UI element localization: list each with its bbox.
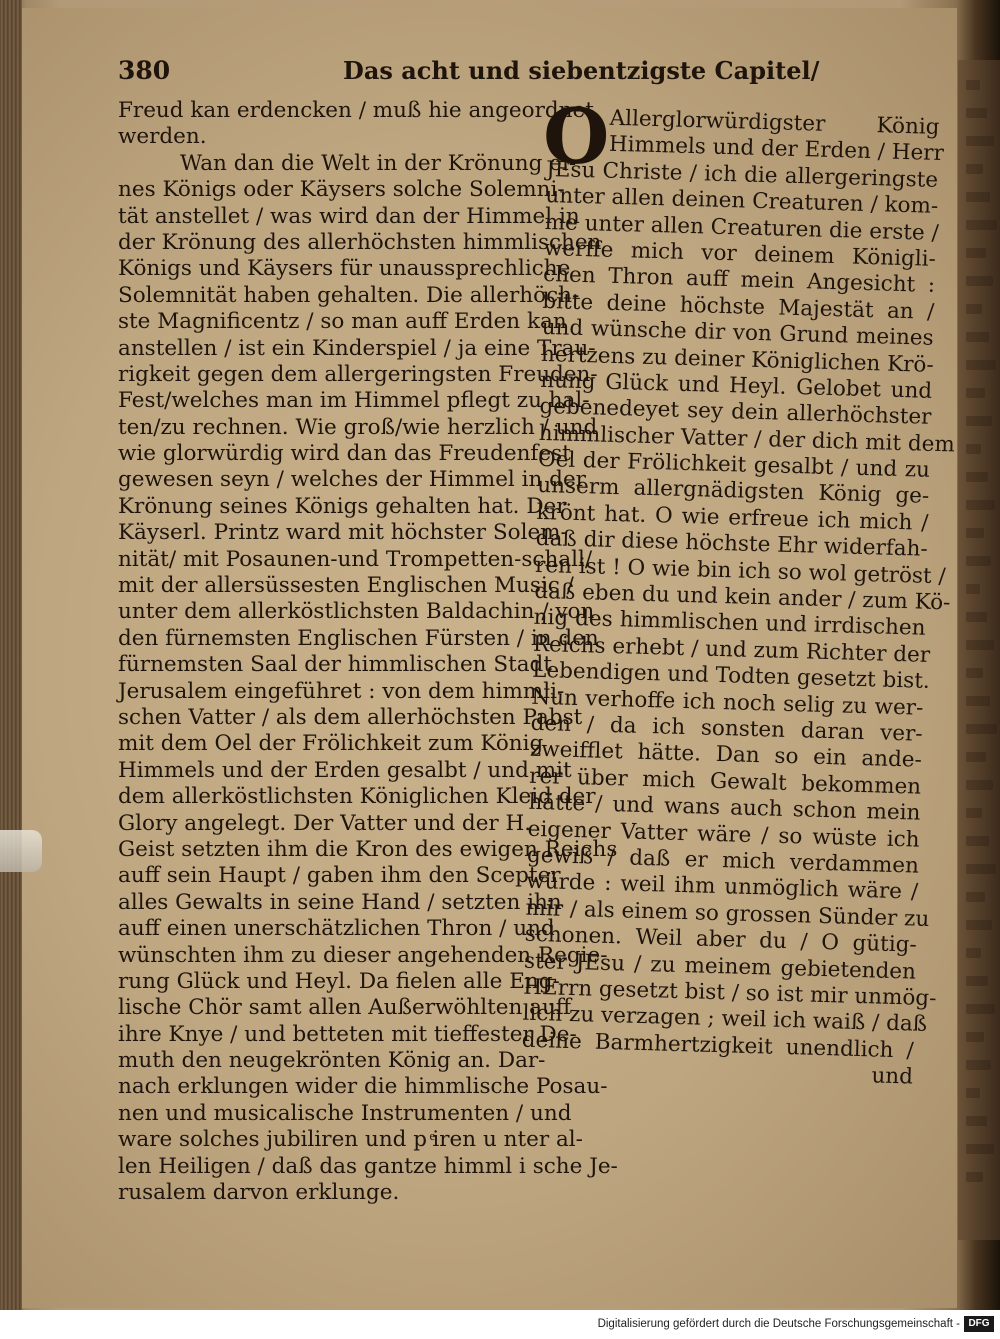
- text-line: Königs und Käysers für unaussprechliche: [118, 256, 571, 282]
- text-line: mir / als einem so grossen Sünder zu: [525, 895, 930, 932]
- text-line: würde : weil ihm unmöglich wäre /: [525, 869, 919, 905]
- text-line: und: [871, 1063, 914, 1090]
- text-line: me unter allen Creaturen die erste /: [544, 209, 940, 246]
- facing-page-line-mark: [966, 388, 985, 398]
- text-line: Himmels und der Erden gesalbt / und mit: [118, 757, 572, 783]
- facing-page-line-mark: [966, 248, 986, 258]
- text-line: ster JEsu / zu meinem gebietenden: [523, 948, 917, 985]
- text-line: Fest/welches man im Himmel pflegt zu hal-: [118, 388, 590, 414]
- facing-page-line-mark: [966, 164, 983, 174]
- text-line: alles Gewalts in seine Hand / setzten ihn: [118, 889, 562, 915]
- text-line: hertzens zu deiner Königlichen Krö-: [540, 341, 935, 378]
- facing-page-line-mark: [966, 1088, 980, 1098]
- text-line: bitte deine höchste Majestät an /: [542, 288, 935, 325]
- facing-page-line-mark: [966, 108, 987, 118]
- digitization-footer: [0, 1310, 1000, 1339]
- funding-credit: Digitalisierung gefördert durch die Deutsche Forschungsgemeinschaft -: [597, 1318, 960, 1330]
- text-line: Käyserl. Printz ward mit höchster Solem-: [118, 520, 568, 546]
- text-line: Reichs erhebt / und zum Richter der: [532, 631, 931, 668]
- text-line: unter dem allerköstlichsten Baldachin / von: [118, 599, 595, 625]
- text-line: schonen. Weil aber du / O gütig-: [524, 921, 918, 958]
- text-line: Wan dan die Welt in der Krönung ei-: [180, 150, 577, 176]
- text-line: anstellen / ist ein Kinderspiel / ja eine Trau-: [118, 335, 596, 361]
- facing-page-line-mark: [966, 668, 983, 678]
- facing-page-line-mark: [966, 416, 992, 426]
- running-title: Das acht und siebentzigste Capitel/: [343, 56, 820, 85]
- facing-page-line-mark: [966, 1032, 984, 1042]
- facing-page-line-mark: [966, 360, 996, 370]
- page-edges: [0, 0, 22, 1310]
- text-line: rusalem darvon erklunge.: [118, 1180, 400, 1206]
- page-header: [118, 56, 820, 92]
- text-line: und wünsche dir von Grund meines: [541, 315, 934, 351]
- text-line: fürnemsten Saal der himmlischen Stadt: [118, 652, 552, 678]
- text-line: mit der allersüssesten Englischen Music /: [118, 573, 574, 599]
- text-line: lich zu verzagen ; weil ich waiß / daß: [522, 1000, 928, 1038]
- text-line: schen Vatter / als dem allerhöchsten Pabst: [118, 704, 583, 730]
- facing-page-line-mark: [966, 780, 993, 790]
- text-line: himmlischer Vatter / der dich mit dem: [538, 420, 956, 458]
- facing-page-line-mark: [966, 472, 988, 482]
- facing-page-line-mark: [966, 584, 980, 594]
- text-line: Himmels und der Erden / Herr: [608, 132, 945, 167]
- text-line: Lebendigen und Todten gesetzt bist.: [531, 657, 931, 695]
- text-line: eigener Vatter wäre / so wüste ich: [527, 816, 920, 853]
- facing-page-line-mark: [966, 528, 984, 538]
- facing-page-line-mark: [966, 80, 980, 90]
- facing-page-line-mark: [966, 808, 982, 818]
- text-line: daß eben du und kein ander / zum Kö-: [534, 578, 951, 616]
- facing-page-line-mark: [966, 444, 981, 454]
- facing-page-line-mark: [966, 920, 992, 930]
- text-line: HErrn gesetzt bist / so ist mir unmög-: [522, 974, 937, 1012]
- page-number: 380: [118, 56, 171, 85]
- text-line: muth den neugekrönten König an. Dar-: [118, 1048, 546, 1074]
- facing-page-line-mark: [966, 976, 988, 986]
- facing-page-line-mark: [966, 276, 993, 286]
- text-line: Jerusalem eingeführet : von dem himmli-: [118, 678, 565, 704]
- dfg-logo: DFG: [964, 1316, 994, 1332]
- facing-page-line-mark: [966, 836, 989, 846]
- text-line: deine Barmhertzigkeit unendlich /: [521, 1027, 915, 1064]
- text-line: der Krönung des allerhöchsten himmlischen: [118, 229, 602, 255]
- facing-page-text-fragment: [958, 60, 1000, 1240]
- text-line: nach erklungen wider die himmlische Posau-: [118, 1074, 608, 1100]
- text-line: hätte / und wans auch schon mein: [528, 789, 921, 826]
- text-line: JEsu Christe / ich die allergeringste: [545, 156, 939, 193]
- facing-page-line-mark: [966, 892, 985, 902]
- text-line: auff sein Haupt / gaben ihm den Scepter: [118, 863, 561, 889]
- text-line: den fürnemsten Englischen Fürsten / in den: [118, 625, 599, 651]
- facing-page-line-mark: [966, 864, 996, 874]
- text-line: gewiß / daß er mich verdammen: [526, 842, 920, 879]
- text-line: ste Magnificentz / so man auff Erden kan: [118, 309, 567, 335]
- text-line: Freud kan erdencken / muß hie angeordnet: [118, 98, 594, 123]
- facing-page-line-mark: [966, 696, 990, 706]
- facing-page-edge: [958, 60, 1000, 1240]
- text-line: nität/ mit Posaunen-und Trompetten-schall/: [118, 546, 593, 572]
- text-line: Geist setzten ihm die Kron des ewigen Reichs: [118, 836, 618, 862]
- text-line: gewesen seyn / welches der Himmel in der: [118, 467, 586, 493]
- facing-page-line-mark: [966, 724, 997, 734]
- facing-page-line-mark: [966, 556, 991, 566]
- text-line: ihre Knye / und betteten mit tieffester De-: [118, 1021, 577, 1047]
- facing-page-line-mark: [966, 1172, 983, 1182]
- text-line: Allerglorwürdigster König: [609, 105, 940, 140]
- facing-page-line-mark: [966, 640, 994, 650]
- facing-page-line-mark: [966, 752, 986, 762]
- text-line: gebenedeyet sey dein allerhöchster: [539, 394, 932, 431]
- text-line: Nun verhoffe ich noch selig zu wer-: [531, 684, 924, 721]
- text-line: len Heiligen / daß das gantze himml i sche Je-: [118, 1153, 618, 1179]
- facing-page-line-mark: [966, 1004, 995, 1014]
- text-line: auff einen unerschätzlichen Thron / und: [118, 916, 555, 942]
- text-line: wie glorwürdig wird dan das Freudenfest: [118, 441, 571, 467]
- text-line: Krönung seines Königs gehalten hat. Der: [118, 493, 567, 519]
- facing-page-line-mark: [966, 220, 997, 230]
- text-line: daß dir diese höchste Ehr widerfah-: [535, 526, 929, 563]
- facing-page-line-mark: [966, 192, 990, 202]
- text-line: nig des himmlischen und irrdischen: [533, 605, 926, 642]
- text-line: zweifflet hätte. Dan so ein ande-: [529, 737, 923, 774]
- text-line: rung Glück und Heyl. Da fielen alle Eng-: [118, 968, 560, 994]
- text-line: krönt hat. O wie erfreue ich mich /: [536, 499, 929, 536]
- text-line: chen Thron auff mein Angesicht :: [542, 262, 936, 299]
- text-line: den / da ich sonsten daran ver-: [530, 710, 923, 747]
- facing-page-line-mark: [966, 1144, 994, 1154]
- text-line: unter allen deinen Creaturen / kom-: [545, 183, 939, 220]
- facing-page-line-mark: [966, 612, 987, 622]
- text-line: unserm allergnädigsten König ge-: [536, 473, 930, 510]
- facing-page-line-mark: [966, 136, 994, 146]
- text-line: werffe mich vor deinem Königli-: [543, 235, 937, 272]
- facing-page-line-mark: [966, 332, 989, 342]
- text-line: ware solches jubiliren und p ͤiren u nter al-: [118, 1127, 583, 1153]
- drop-capital: O: [541, 90, 611, 182]
- text-line: Oel der Frölichkeit gesalbt / und zu: [537, 446, 931, 483]
- text-line: rer über mich Gewalt bekommen: [528, 763, 922, 800]
- page-clip: [0, 830, 42, 872]
- facing-page-line-mark: [966, 500, 995, 510]
- text-line: nen und musicalische Instrumenten / und: [118, 1100, 572, 1126]
- facing-page-line-mark: [966, 1060, 991, 1070]
- text-line: ten/zu rechnen. Wie groß/wie herzlich / und: [118, 414, 598, 440]
- text-line: nung Glück und Heyl. Gelobet und: [539, 367, 933, 404]
- text-line: wünschten ihm zu dieser angehenden Regie-: [118, 942, 608, 968]
- left-text-column: [118, 98, 618, 1206]
- text-line: Glory angelegt. Der Vatter und der H.: [118, 810, 532, 836]
- right-text-column: [521, 90, 956, 1091]
- text-line: tät anstellet / was wird dan der Himmel in: [118, 203, 580, 229]
- text-line: mit dem Oel der Frölichkeit zum König: [118, 731, 544, 757]
- text-line: lische Chör samt allen Außerwöhlten auff: [118, 995, 572, 1021]
- facing-page-line-mark: [966, 1116, 987, 1126]
- text-line: ren ist ! O wie bin ich so wol getröst /: [534, 552, 947, 589]
- text-line: rigkeit gegen dem allergeringsten Freuden-: [118, 361, 598, 387]
- text-line: nes Königs oder Käysers solche Solemni-: [118, 177, 565, 203]
- text-line: dem allerköstlichsten Königlichen Kleid der: [118, 784, 596, 810]
- text-line: Solemnität haben gehalten. Die allerhöch-: [118, 282, 580, 308]
- facing-page-line-mark: [966, 948, 981, 958]
- facing-page-line-mark: [966, 304, 982, 314]
- text-line: werden.: [118, 124, 207, 150]
